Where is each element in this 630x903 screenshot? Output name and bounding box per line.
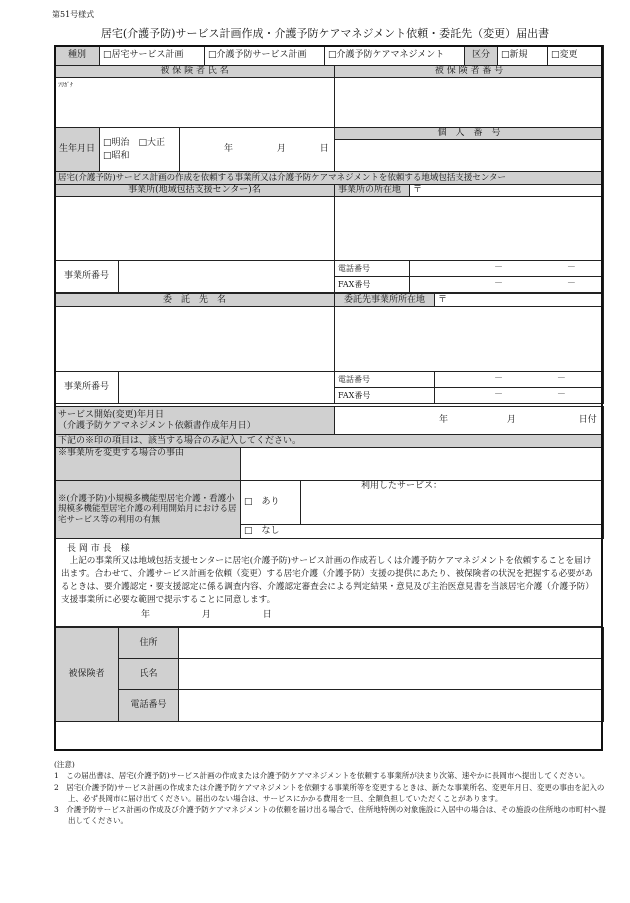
notes [54, 759, 610, 827]
office-tel-field[interactable] [410, 261, 604, 277]
era-showa[interactable]: □昭和 [103, 150, 130, 161]
applicant-tel-label: 電話番号 [119, 690, 179, 722]
start-date-field[interactable] [335, 407, 604, 435]
office-fax-label: FAX番号 [335, 277, 410, 293]
kubun-change-checkbox[interactable]: □変更 [548, 46, 604, 66]
office-tel-label: 電話番号 [335, 261, 410, 277]
office-postal: 〒 [410, 185, 604, 197]
consignee-tel-label: 電話番号 [335, 372, 435, 388]
birth-date-field[interactable] [180, 128, 335, 172]
consignee-number-boxes[interactable] [119, 372, 335, 404]
consignee-address-field[interactable] [335, 307, 604, 372]
type-option-care-management[interactable]: □介護予防ケアマネジメント [325, 46, 465, 66]
start-date-label [55, 407, 335, 435]
office-number-boxes[interactable] [119, 261, 335, 293]
consignee-tel-dash-1: － [494, 374, 504, 385]
consignee-address-header: 委託先事業所所在地 [335, 294, 435, 307]
notes-title: (注意) [54, 760, 75, 769]
consignee-fax-dash-2: － [556, 390, 566, 401]
furigana-label: ﾌﾘｶﾞﾅ [58, 82, 74, 89]
used-services-field[interactable] [301, 481, 604, 525]
declaration-text: 上記の事業所又は地域包括支援センターに居宅(介護予防)サービス計画の作成若しくは介護予防ケアマネジメントを依頼することを届け出ます。合わせて、介護サービス計画を依頼（変更）する居宅介護（介護予防）支援の提供にあたり、被保険者の状況を把握する必要があるときは、要介護認定・要支援認定に係る調査内容、介護認定審査会による判定結果・意見及び主治医意見書を当該居宅介護（介護予防）支援事業所に必要な範囲で提示することに同意します。 [61, 556, 594, 605]
office-name-field[interactable] [55, 197, 335, 261]
consignee-tel-dash-2: － [556, 374, 566, 385]
consignee-postal: 〒 [435, 294, 604, 307]
consignee-table [54, 293, 604, 404]
form-title: 居宅(介護予防)サービス計画作成・介護予防ケアマネジメント依頼・委託先（変更）届出書 [100, 27, 550, 40]
personal-number-header: 個 人 番 号 [335, 128, 604, 140]
birth-day-label: 日 [319, 144, 329, 155]
birth-year-label: 年 [223, 144, 233, 155]
insured-name-header: 被 保 険 者 氏 名 [55, 66, 335, 78]
consignee-fax-dash-1: － [494, 390, 504, 401]
usage-no-checkbox[interactable]: □ なし [241, 525, 604, 539]
used-services-label: 利用したサービス： [361, 481, 443, 491]
consignee-number-label: 事業所番号 [55, 372, 119, 404]
kubun-label: 区分 [465, 46, 498, 66]
office-tel-dash-2: － [566, 263, 576, 274]
notice-header: 下記の※印の項目は、該当する場合のみ記入してください。 [55, 435, 604, 448]
start-day-label: 日付 [578, 415, 597, 426]
form-number: 第51号様式 [52, 10, 95, 19]
applicant-address-label: 住所 [119, 628, 179, 659]
change-reason-field[interactable] [241, 448, 604, 481]
declaration-year-label: 年 [141, 610, 151, 620]
note-1: 1 この届出書は、居宅(介護予防)サービス計画の作成または介護予防ケアマネジメントを依頼する事業所が決まり次第、速やかに長岡市へ提出してください。 [54, 771, 590, 781]
personal-number-boxes[interactable] [335, 140, 604, 172]
declaration-box [54, 538, 603, 627]
office-fax-field[interactable] [410, 277, 604, 293]
addressee: 長 岡 市 長 様 [67, 544, 130, 554]
usage-yes-checkbox[interactable]: □ あり [241, 481, 301, 525]
applicant-name-label: 氏名 [119, 659, 179, 690]
insured-number-boxes[interactable] [335, 78, 604, 128]
applicant-table [54, 627, 604, 722]
small-multi-label: ※(介護予防)小規模多機能型居宅介護・看護小規模多機能型居宅介護の利用開始月における居宅サービス等の利用の有無 [55, 481, 241, 539]
era-meiji[interactable]: □明治 [103, 137, 130, 148]
insured-number-header: 被 保 険 者 番 号 [335, 66, 604, 78]
office-address-field[interactable] [335, 197, 604, 261]
insured-table [54, 65, 604, 172]
office-tel-dash-1: － [493, 263, 503, 274]
office-address-header: 事業所の所在地 [335, 185, 410, 197]
type-option-prevention-plan[interactable]: □介護予防サービス計画 [205, 46, 325, 66]
start-year-label: 年 [438, 415, 448, 426]
start-date-table [54, 406, 604, 435]
applicant-name-field[interactable] [179, 659, 604, 690]
start-date-label-line2: （介護予防ケアマネジメント依頼書作成年月日） [58, 420, 256, 431]
consignee-name-header: 委 託 先 名 [55, 294, 335, 307]
consignee-name-field[interactable] [55, 307, 335, 372]
office-section-title: 居宅(介護予防)サービス計画の作成を依頼する事業所又は介護予防ケアマネジメントを依頼する地域包括支援センター [55, 172, 604, 185]
note-2: 2 居宅(介護予防)サービス計画の作成または介護予防ケアマネジメントを依頼する事業所等を変更するときは、新たな事業所名、変更年月日、変更の事由を記入の上、必ず長岡市に届け出てください。届出のない場合は、サービスにかかる費用を一旦、全額負担していただくことがあります。 [54, 782, 605, 803]
kubun-new-checkbox[interactable]: □新規 [498, 46, 548, 66]
type-option-care-plan[interactable]: □居宅サービス計画 [100, 46, 205, 66]
consignee-tel-field[interactable] [435, 372, 604, 388]
insured-name-field[interactable] [55, 78, 335, 128]
type-label: 種別 [55, 46, 100, 66]
office-fax-dash-1: － [493, 279, 503, 290]
declaration-day-label: 日 [262, 610, 272, 620]
consignee-fax-field[interactable] [435, 388, 604, 404]
note-3: 3 介護予防サービス計画の作成及び介護予防ケアマネジメントの依頼を届け出る場合で、住所地特例の対象施設に入居中の場合は、その施設の住所地の市町村へ提出してください。 [54, 805, 606, 826]
consignee-fax-label: FAX番号 [335, 388, 435, 404]
type-table [54, 45, 604, 66]
office-number-label: 事業所番号 [55, 261, 119, 293]
era-taisho[interactable]: □大正 [138, 137, 166, 148]
change-reason-label: ※事業所を変更する場合の事由 [55, 448, 241, 481]
birth-label: 生年月日 [55, 128, 100, 172]
office-fax-dash-2: － [566, 279, 576, 290]
applicant-label: 被保険者 [55, 628, 119, 722]
applicant-tel-field[interactable] [179, 690, 604, 722]
era-options[interactable] [100, 128, 180, 172]
declaration-month-label: 月 [201, 610, 211, 620]
office-table [54, 171, 604, 293]
start-month-label: 月 [506, 415, 516, 426]
office-name-header: 事業所(地域包括支援センター)名 [55, 185, 335, 197]
birth-month-label: 月 [276, 144, 286, 155]
applicant-address-field[interactable] [179, 628, 604, 659]
declaration-date[interactable] [141, 607, 371, 620]
notice-table [54, 434, 604, 539]
start-date-label-line1: サービス開始(変更)年月日 [58, 409, 165, 420]
